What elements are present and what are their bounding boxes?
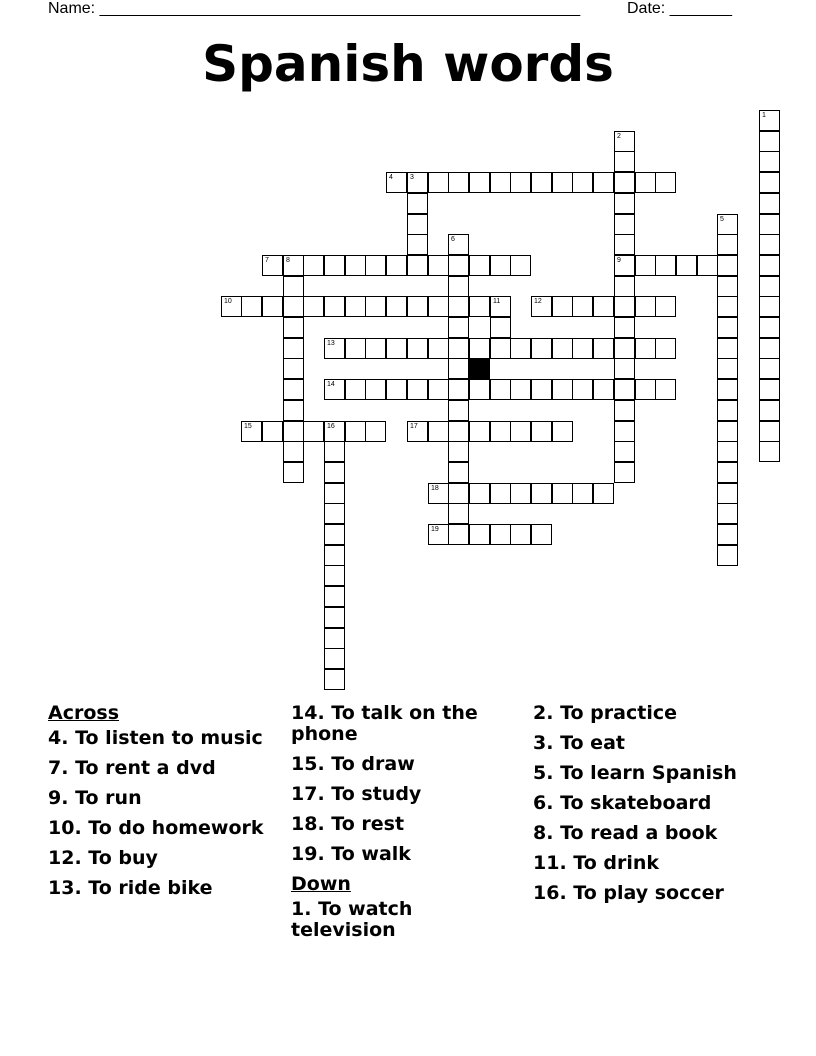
grid-cell[interactable] xyxy=(428,524,449,545)
grid-cell[interactable] xyxy=(717,276,738,297)
grid-cell[interactable] xyxy=(448,255,469,276)
clue-number: 14 xyxy=(327,381,335,388)
grid-cell[interactable] xyxy=(324,607,345,628)
clue-down-5: 5. To learn Spanish xyxy=(533,762,737,784)
grid-cell[interactable] xyxy=(241,421,262,442)
grid-cell[interactable] xyxy=(469,379,490,400)
clue-down-8: 8. To read a book xyxy=(533,822,718,844)
grid-cell[interactable] xyxy=(593,172,614,193)
grid-cell[interactable] xyxy=(759,255,780,276)
grid-cell[interactable] xyxy=(531,338,552,359)
grid-cell[interactable] xyxy=(490,172,511,193)
grid-cell[interactable] xyxy=(614,131,635,152)
grid-cell[interactable] xyxy=(552,379,573,400)
grid-cell[interactable] xyxy=(717,317,738,338)
grid-cell[interactable] xyxy=(386,338,407,359)
grid-cell[interactable] xyxy=(717,400,738,421)
clue-number: 16 xyxy=(327,423,335,430)
clue-column-3 xyxy=(533,703,773,913)
grid-cell[interactable] xyxy=(448,400,469,421)
grid-cell[interactable] xyxy=(759,110,780,131)
grid-cell[interactable] xyxy=(572,483,593,504)
grid-cell[interactable] xyxy=(324,503,345,524)
grid-cell[interactable] xyxy=(324,296,345,317)
clue-number: 18 xyxy=(431,485,439,492)
grid-cell[interactable] xyxy=(407,255,428,276)
clue-across-19: 19. To walk xyxy=(291,843,411,865)
grid-cell[interactable] xyxy=(759,317,780,338)
clue-across-10: 10. To do homework xyxy=(48,817,264,839)
grid-cell[interactable] xyxy=(386,255,407,276)
grid-cell[interactable] xyxy=(614,193,635,214)
grid-cell[interactable] xyxy=(283,276,304,297)
grid-cell[interactable] xyxy=(614,462,635,483)
clue-number: 8 xyxy=(286,257,290,264)
grid-cell[interactable] xyxy=(407,379,428,400)
grid-cell[interactable] xyxy=(365,255,386,276)
grid-cell[interactable] xyxy=(448,317,469,338)
grid-cell[interactable] xyxy=(614,421,635,442)
grid-cell[interactable] xyxy=(759,441,780,462)
grid-cell[interactable] xyxy=(448,296,469,317)
grid-cell[interactable] xyxy=(531,296,552,317)
grid-cell[interactable] xyxy=(635,296,656,317)
grid-cell[interactable] xyxy=(324,524,345,545)
grid-cell[interactable] xyxy=(635,255,656,276)
clue-across-12: 12. To buy xyxy=(48,847,158,869)
grid-cell[interactable] xyxy=(490,379,511,400)
grid-cell[interactable] xyxy=(407,214,428,235)
clue-down-3: 3. To eat xyxy=(533,732,625,754)
clue-across-13: 13. To ride bike xyxy=(48,877,213,899)
grid-cell[interactable] xyxy=(552,483,573,504)
grid-cell[interactable] xyxy=(593,379,614,400)
grid-cell[interactable] xyxy=(552,421,573,442)
grid-cell[interactable] xyxy=(448,358,469,379)
grid-cell[interactable] xyxy=(345,421,366,442)
grid-cell[interactable] xyxy=(324,255,345,276)
grid-cell[interactable] xyxy=(490,338,511,359)
grid-cell[interactable] xyxy=(324,441,345,462)
grid-cell[interactable] xyxy=(324,379,345,400)
grid-cell[interactable] xyxy=(759,358,780,379)
grid-cell[interactable] xyxy=(655,338,676,359)
grid-cell[interactable] xyxy=(717,483,738,504)
grid-cell[interactable] xyxy=(428,296,449,317)
grid-block xyxy=(469,358,490,379)
clue-number: 6 xyxy=(451,236,455,243)
grid-cell[interactable] xyxy=(448,483,469,504)
grid-cell[interactable] xyxy=(759,234,780,255)
grid-cell[interactable] xyxy=(262,296,283,317)
clue-number: 11 xyxy=(493,298,501,305)
grid-cell[interactable] xyxy=(614,379,635,400)
grid-cell[interactable] xyxy=(365,421,386,442)
grid-cell[interactable] xyxy=(407,421,428,442)
date-field[interactable]: Date: _______ xyxy=(627,0,732,17)
grid-cell[interactable] xyxy=(717,421,738,442)
page-title: Spanish words xyxy=(202,35,614,93)
grid-cell[interactable] xyxy=(572,172,593,193)
grid-cell[interactable] xyxy=(324,648,345,669)
grid-cell[interactable] xyxy=(448,172,469,193)
grid-cell[interactable] xyxy=(365,338,386,359)
grid-cell[interactable] xyxy=(717,462,738,483)
clue-number: 2 xyxy=(617,133,621,140)
grid-cell[interactable] xyxy=(531,172,552,193)
clue-column-2 xyxy=(291,703,521,950)
grid-cell[interactable] xyxy=(469,483,490,504)
grid-cell[interactable] xyxy=(241,296,262,317)
grid-cell[interactable] xyxy=(759,193,780,214)
grid-cell[interactable] xyxy=(448,524,469,545)
grid-cell[interactable] xyxy=(614,214,635,235)
down-heading: Down xyxy=(291,873,351,895)
clue-across-17: 17. To study xyxy=(291,783,422,805)
grid-cell[interactable] xyxy=(531,421,552,442)
clue-number: 13 xyxy=(327,340,335,347)
clue-number: 15 xyxy=(244,423,252,430)
grid-cell[interactable] xyxy=(345,296,366,317)
grid-cell[interactable] xyxy=(407,234,428,255)
grid-cell[interactable] xyxy=(490,524,511,545)
grid-cell[interactable] xyxy=(593,296,614,317)
grid-cell[interactable] xyxy=(283,441,304,462)
grid-cell[interactable] xyxy=(614,276,635,297)
grid-cell[interactable] xyxy=(221,296,242,317)
grid-cell[interactable] xyxy=(448,421,469,442)
grid-cell[interactable] xyxy=(428,338,449,359)
grid-cell[interactable] xyxy=(428,421,449,442)
grid-cell[interactable] xyxy=(717,503,738,524)
grid-cell[interactable] xyxy=(324,669,345,690)
grid-cell[interactable] xyxy=(324,545,345,566)
grid-cell[interactable] xyxy=(635,379,656,400)
clue-number: 19 xyxy=(431,526,439,533)
grid-cell[interactable] xyxy=(345,379,366,400)
grid-cell[interactable] xyxy=(283,379,304,400)
grid-cell[interactable] xyxy=(759,296,780,317)
grid-cell[interactable] xyxy=(428,483,449,504)
grid-cell[interactable] xyxy=(448,234,469,255)
grid-cell[interactable] xyxy=(717,524,738,545)
grid-cell[interactable] xyxy=(531,483,552,504)
clue-number: 1 xyxy=(762,112,766,119)
grid-cell[interactable] xyxy=(531,524,552,545)
grid-cell[interactable] xyxy=(490,421,511,442)
grid-cell[interactable] xyxy=(303,421,324,442)
grid-cell[interactable] xyxy=(510,172,531,193)
grid-cell[interactable] xyxy=(428,379,449,400)
across-heading: Across xyxy=(48,702,120,724)
grid-cell[interactable] xyxy=(717,234,738,255)
grid-cell[interactable] xyxy=(552,296,573,317)
grid-cell[interactable] xyxy=(552,172,573,193)
grid-cell[interactable] xyxy=(324,565,345,586)
grid-cell[interactable] xyxy=(717,338,738,359)
grid-cell[interactable] xyxy=(759,379,780,400)
clue-down-6: 6. To skateboard xyxy=(533,792,712,814)
grid-cell[interactable] xyxy=(614,255,635,276)
grid-cell[interactable] xyxy=(386,379,407,400)
grid-cell[interactable] xyxy=(759,214,780,235)
grid-cell[interactable] xyxy=(303,255,324,276)
grid-cell[interactable] xyxy=(717,441,738,462)
clue-number: 12 xyxy=(534,298,542,305)
grid-cell[interactable] xyxy=(262,255,283,276)
grid-cell[interactable] xyxy=(448,276,469,297)
grid-cell[interactable] xyxy=(365,296,386,317)
grid-cell[interactable] xyxy=(283,338,304,359)
clue-number: 9 xyxy=(617,257,621,264)
clue-number: 7 xyxy=(265,257,269,264)
grid-cell[interactable] xyxy=(510,255,531,276)
clue-number: 17 xyxy=(410,423,418,430)
grid-cell[interactable] xyxy=(759,338,780,359)
grid-cell[interactable] xyxy=(324,462,345,483)
grid-cell[interactable] xyxy=(345,255,366,276)
grid-cell[interactable] xyxy=(428,172,449,193)
grid-cell[interactable] xyxy=(469,255,490,276)
grid-cell[interactable] xyxy=(490,483,511,504)
grid-cell[interactable] xyxy=(448,462,469,483)
grid-cell[interactable] xyxy=(386,172,407,193)
grid-cell[interactable] xyxy=(614,441,635,462)
grid-cell[interactable] xyxy=(283,296,304,317)
grid-cell[interactable] xyxy=(407,338,428,359)
grid-cell[interactable] xyxy=(283,358,304,379)
grid-cell[interactable] xyxy=(759,151,780,172)
clue-number: 3 xyxy=(410,174,414,181)
grid-cell[interactable] xyxy=(490,255,511,276)
clue-across-9: 9. To run xyxy=(48,787,142,809)
grid-cell[interactable] xyxy=(717,296,738,317)
grid-cell[interactable] xyxy=(635,172,656,193)
clue-column-1 xyxy=(48,703,278,908)
grid-cell[interactable] xyxy=(490,296,511,317)
grid-cell[interactable] xyxy=(448,503,469,524)
grid-cell[interactable] xyxy=(428,255,449,276)
grid-cell[interactable] xyxy=(448,441,469,462)
grid-cell[interactable] xyxy=(490,317,511,338)
grid-cell[interactable] xyxy=(283,317,304,338)
grid-cell[interactable] xyxy=(469,421,490,442)
grid-cell[interactable] xyxy=(283,462,304,483)
grid-cell[interactable] xyxy=(510,338,531,359)
grid-cell[interactable] xyxy=(469,338,490,359)
grid-cell[interactable] xyxy=(510,379,531,400)
grid-cell[interactable] xyxy=(655,255,676,276)
clue-down-16: 16. To play soccer xyxy=(533,882,724,904)
grid-cell[interactable] xyxy=(324,338,345,359)
clue-number: 4 xyxy=(389,174,393,181)
grid-cell[interactable] xyxy=(614,358,635,379)
grid-cell[interactable] xyxy=(655,379,676,400)
grid-cell[interactable] xyxy=(676,255,697,276)
clue-number: 5 xyxy=(720,216,724,223)
grid-cell[interactable] xyxy=(283,400,304,421)
grid-cell[interactable] xyxy=(345,338,366,359)
grid-cell[interactable] xyxy=(655,296,676,317)
clue-across-14: 14. To talk on the phone xyxy=(291,702,478,745)
grid-cell[interactable] xyxy=(614,172,635,193)
grid-cell[interactable] xyxy=(572,379,593,400)
grid-cell[interactable] xyxy=(510,483,531,504)
grid-cell[interactable] xyxy=(469,524,490,545)
grid-cell[interactable] xyxy=(407,193,428,214)
grid-cell[interactable] xyxy=(759,400,780,421)
grid-cell[interactable] xyxy=(572,338,593,359)
clue-across-18: 18. To rest xyxy=(291,813,405,835)
clue-down-11: 11. To drink xyxy=(533,852,660,874)
grid-cell[interactable] xyxy=(407,296,428,317)
grid-cell[interactable] xyxy=(469,172,490,193)
grid-cell[interactable] xyxy=(324,628,345,649)
grid-cell[interactable] xyxy=(614,151,635,172)
grid-cell[interactable] xyxy=(697,255,718,276)
grid-cell[interactable] xyxy=(283,255,304,276)
grid-cell[interactable] xyxy=(262,421,283,442)
grid-cell[interactable] xyxy=(510,421,531,442)
grid-cell[interactable] xyxy=(717,255,738,276)
grid-cell[interactable] xyxy=(593,338,614,359)
grid-cell[interactable] xyxy=(717,545,738,566)
grid-cell[interactable] xyxy=(614,296,635,317)
grid-cell[interactable] xyxy=(572,296,593,317)
grid-cell[interactable] xyxy=(448,379,469,400)
clue-across-7: 7. To rent a dvd xyxy=(48,757,216,779)
grid-cell[interactable] xyxy=(717,379,738,400)
grid-cell[interactable] xyxy=(614,317,635,338)
grid-cell[interactable] xyxy=(324,421,345,442)
grid-cell[interactable] xyxy=(759,276,780,297)
grid-cell[interactable] xyxy=(614,338,635,359)
clue-across-15: 15. To draw xyxy=(291,753,415,775)
grid-cell[interactable] xyxy=(717,214,738,235)
clue-down-2: 2. To practice xyxy=(533,702,677,724)
grid-cell[interactable] xyxy=(324,483,345,504)
grid-cell[interactable] xyxy=(759,421,780,442)
grid-cell[interactable] xyxy=(510,524,531,545)
clue-down-1: 1. To watch television xyxy=(291,898,413,941)
grid-cell[interactable] xyxy=(655,172,676,193)
grid-cell[interactable] xyxy=(531,379,552,400)
grid-cell[interactable] xyxy=(635,338,656,359)
name-field[interactable]: Name: ______________________________________________________ xyxy=(48,0,581,17)
grid-cell[interactable] xyxy=(593,483,614,504)
grid-cell[interactable] xyxy=(469,296,490,317)
grid-cell[interactable] xyxy=(552,338,573,359)
clue-across-4: 4. To listen to music xyxy=(48,727,263,749)
grid-cell[interactable] xyxy=(407,172,428,193)
grid-cell[interactable] xyxy=(614,400,635,421)
clue-number: 10 xyxy=(224,298,232,305)
grid-cell[interactable] xyxy=(759,172,780,193)
grid-cell[interactable] xyxy=(759,131,780,152)
grid-cell[interactable] xyxy=(717,358,738,379)
grid-cell[interactable] xyxy=(303,296,324,317)
grid-cell[interactable] xyxy=(448,338,469,359)
grid-cell[interactable] xyxy=(614,234,635,255)
grid-cell[interactable] xyxy=(283,421,304,442)
grid-cell[interactable] xyxy=(386,296,407,317)
grid-cell[interactable] xyxy=(365,379,386,400)
grid-cell[interactable] xyxy=(324,586,345,607)
